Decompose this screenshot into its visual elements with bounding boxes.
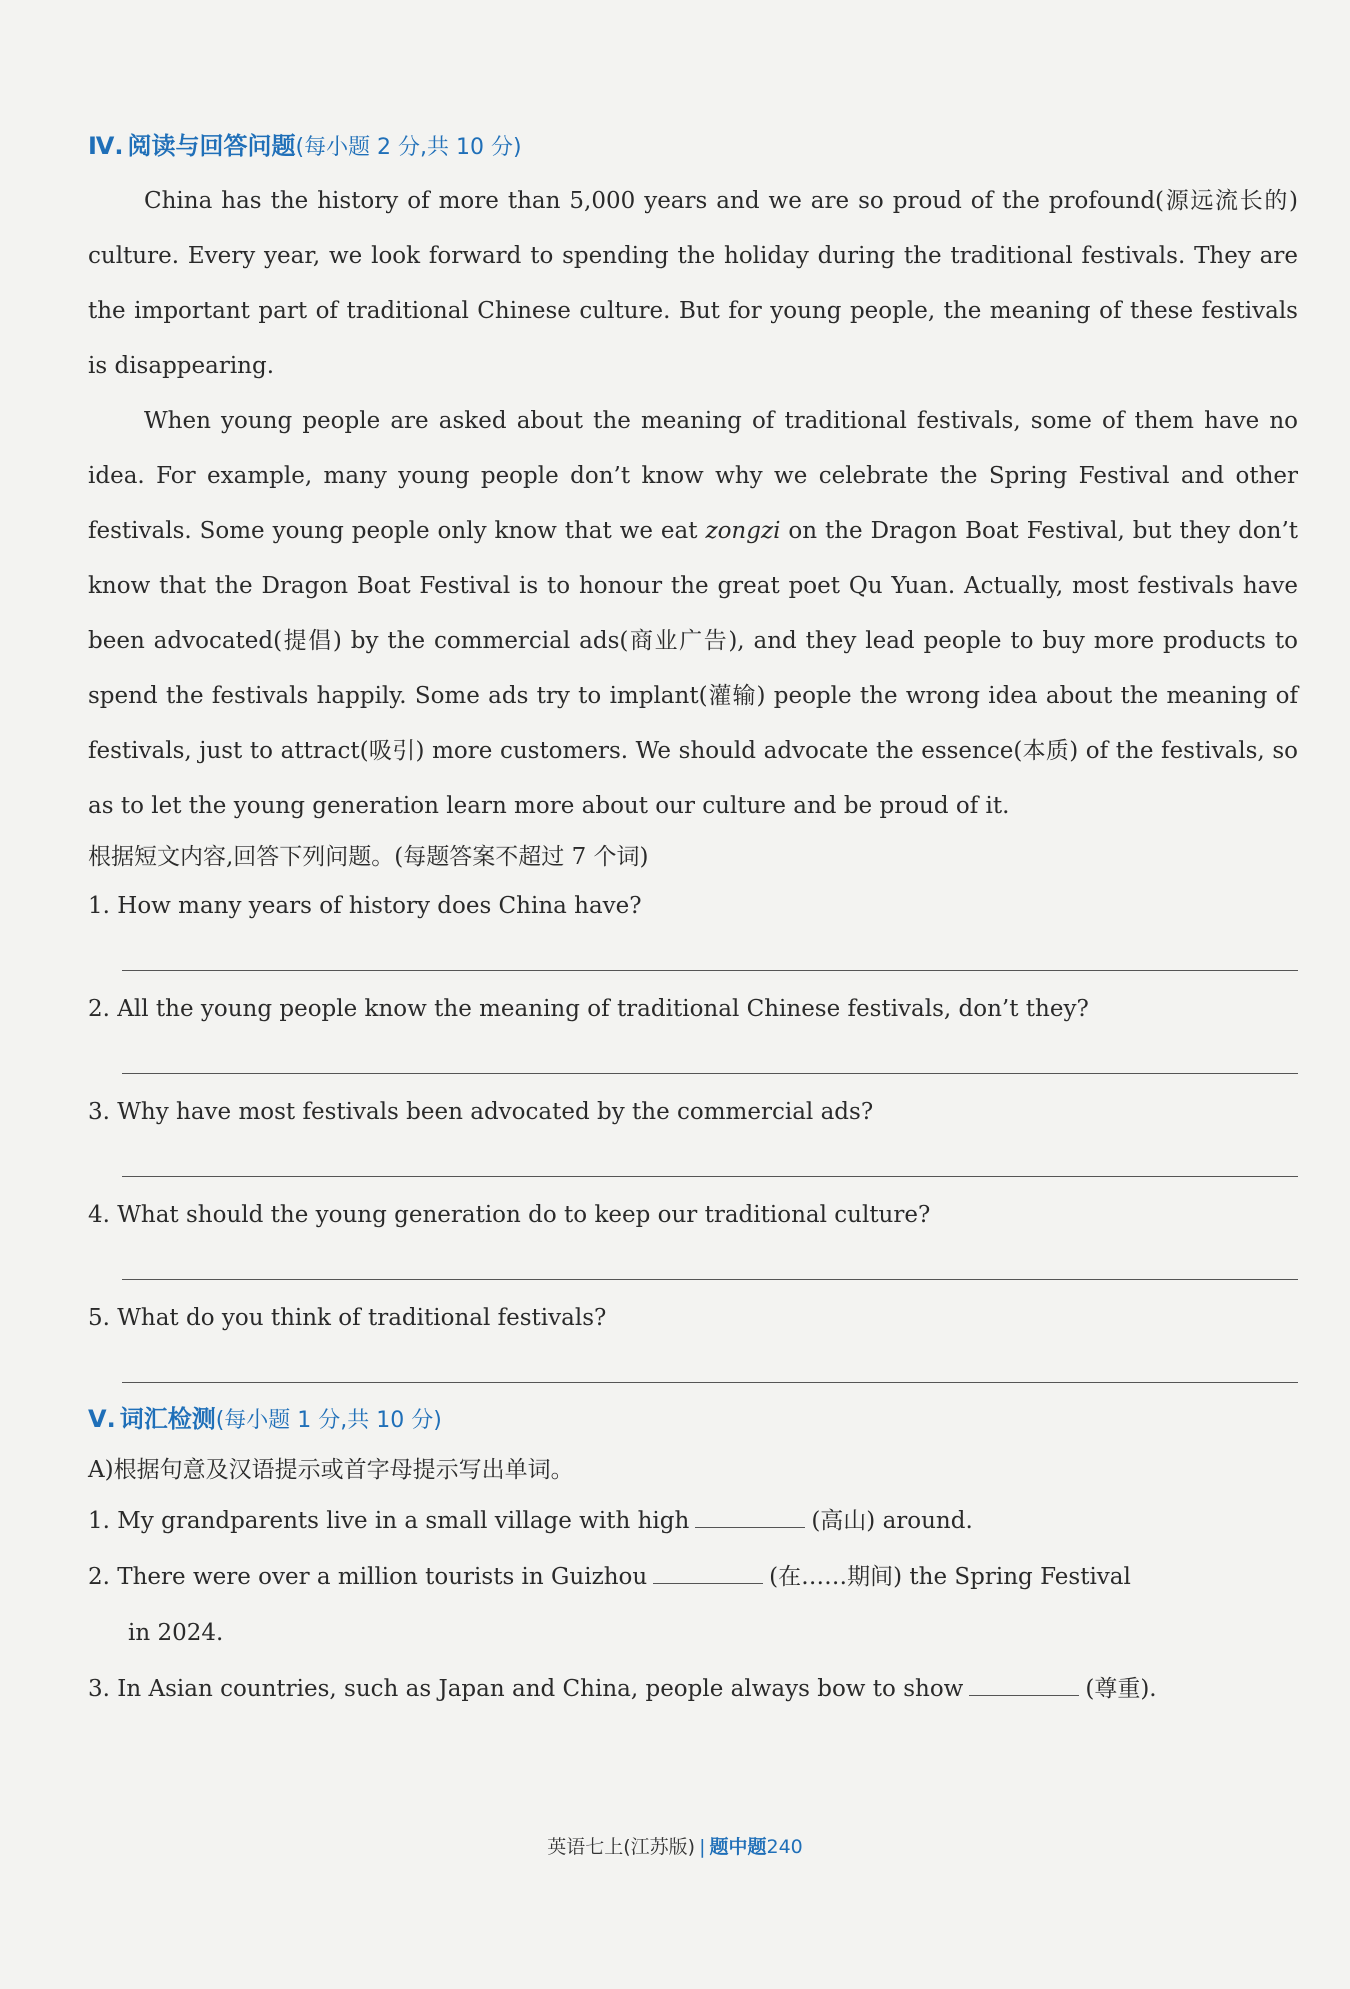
- footer-page-number: 240: [766, 1836, 803, 1858]
- question-3: 3. Why have most festivals been advocated by the commercial ads?: [88, 1099, 874, 1125]
- answer-line-1[interactable]: [122, 956, 1298, 971]
- answer-line-3[interactable]: [122, 1162, 1298, 1177]
- page-content: [88, 128, 1298, 1717]
- vocab-item-3-hint: (尊重).: [1085, 1676, 1157, 1702]
- question-4: 4. What should the young generation do to keep our traditional culture?: [88, 1202, 931, 1228]
- reading-paragraph-1: [88, 174, 1298, 394]
- paragraph-2-italic-word: zongzi: [705, 518, 781, 544]
- footer-series-tag: 题中题: [709, 1836, 767, 1858]
- section-5-heading: [88, 1401, 1298, 1439]
- vocab-item-1: [88, 1493, 1298, 1549]
- question-5: 5. What do you think of traditional festivals?: [88, 1305, 607, 1331]
- vocab-blank-3[interactable]: [969, 1675, 1079, 1696]
- vocab-item-1-text: 1. My grandparents live in a small village with high: [88, 1508, 690, 1534]
- answer-line-5[interactable]: [122, 1368, 1298, 1383]
- vocab-item-2-text: 2. There were over a million tourists in Guizhou: [88, 1564, 648, 1590]
- section-4-heading: [88, 128, 1298, 166]
- section-5-number: Ⅴ.: [88, 1405, 116, 1433]
- paragraph-1-text: China has the history of more than 5,000 years and we are so proud of the profound(源远流长的) culture. Every year, we look forward to spending the holiday during the traditional festivals. They are the important part of traditional Chinese culture. But for young people, the meaning of these festivals is disappearing.: [88, 188, 1298, 379]
- footer-separator: |: [699, 1836, 706, 1858]
- section-5-title: 词汇检测: [119, 1405, 216, 1433]
- question-1: 1. How many years of history does China have?: [88, 893, 642, 919]
- paragraph-2-text-a: When young people are asked about the meaning of traditional festivals, some of them have no idea. For example, many young people don’t know why we celebrate the Spring Festival and other festivals. Some young people only know that we eat: [88, 408, 1298, 544]
- page-footer: [0, 1832, 1350, 1859]
- section-4-number: Ⅳ.: [88, 132, 124, 160]
- answer-line-2[interactable]: [122, 1059, 1298, 1074]
- vocab-blank-2[interactable]: [653, 1563, 763, 1584]
- vocab-item-2-continuation: in 2024.: [128, 1620, 224, 1646]
- vocab-item-3: [88, 1661, 1298, 1717]
- vocab-instruction: A)根据句意及汉语提示或首字母提示写出单词。: [88, 1457, 574, 1483]
- section-4-score-note: (每小题 2 分,共 10 分): [295, 135, 522, 160]
- vocab-item-1-hint: (高山) around.: [811, 1508, 973, 1534]
- vocab-item-2: [88, 1549, 1298, 1605]
- vocab-blank-1[interactable]: [695, 1507, 805, 1528]
- paragraph-2-text-b: on the Dragon Boat Festival, but they don’t know that the Dragon Boat Festival is to honour the great poet Qu Yuan. Actually, most festivals have been advocated(提倡) by the commercial ads(商业广告), and they lead people to buy more products to spend the festivals happily. Some ads try to implant(灌输) people the wrong idea about the meaning of festivals, just to attract(吸引) more customers. We should advocate the essence(本质) of the festivals, so as to let the young generation learn more about our culture and be proud of it.: [88, 518, 1299, 819]
- section-4-title: 阅读与回答问题: [127, 132, 296, 160]
- footer-book-title: 英语七上(江苏版): [547, 1836, 696, 1858]
- question-2: 2. All the young people know the meaning of traditional Chinese festivals, don’t they?: [88, 996, 1089, 1022]
- answer-line-4[interactable]: [122, 1265, 1298, 1280]
- reading-paragraph-2: [88, 394, 1298, 834]
- section-5-score-note: (每小题 1 分,共 10 分): [215, 1408, 442, 1433]
- questions-instruction: 根据短文内容,回答下列问题。(每题答案不超过 7 个词): [88, 844, 649, 870]
- vocab-item-3-text: 3. In Asian countries, such as Japan and China, people always bow to show: [88, 1676, 964, 1702]
- vocab-item-2-hint: (在……期间) the Spring Festival: [769, 1564, 1131, 1590]
